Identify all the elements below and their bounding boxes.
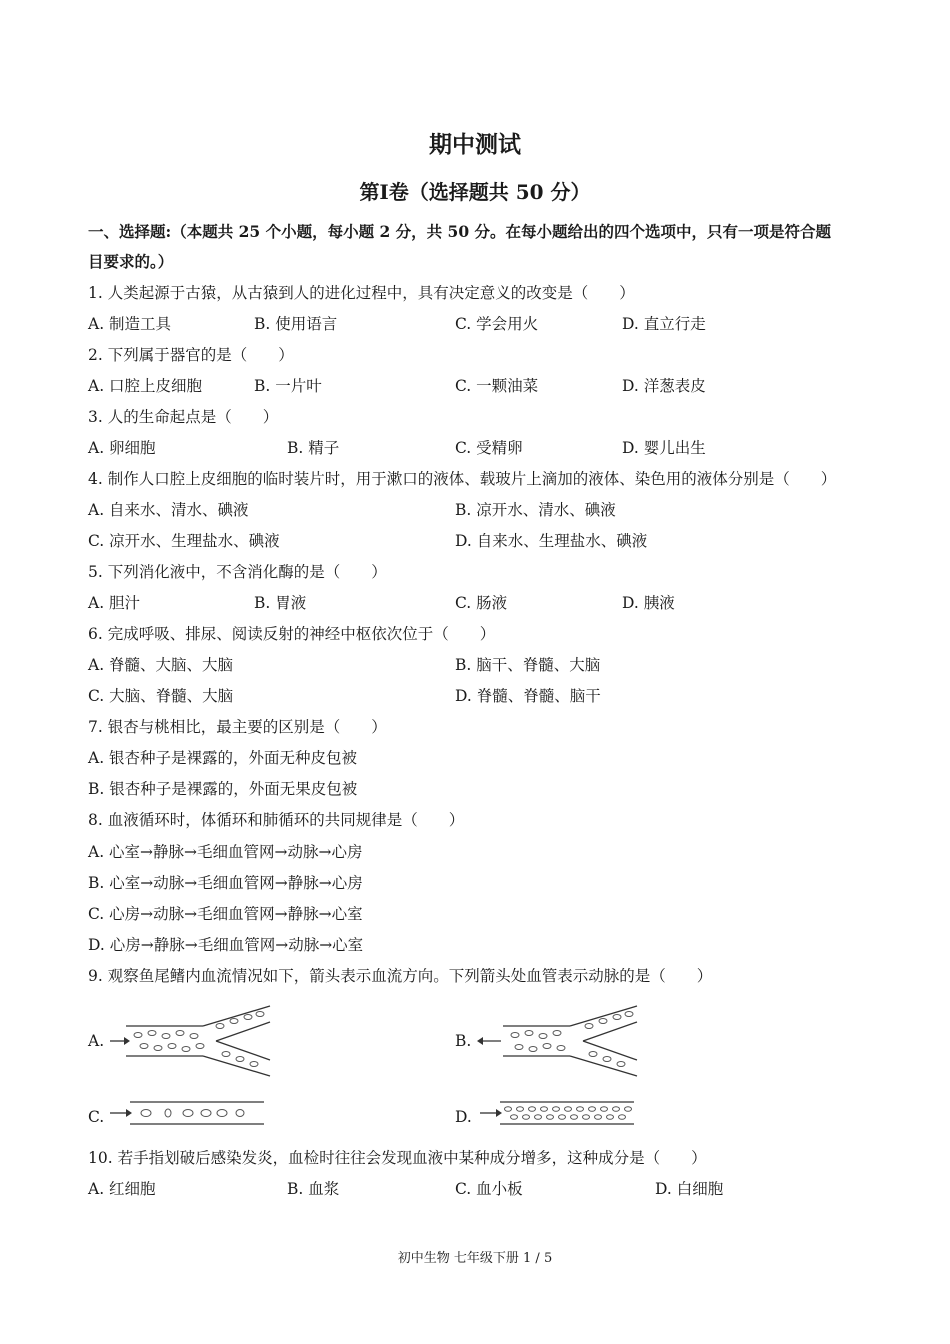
question-9-option-d-label: D. xyxy=(455,1108,472,1126)
page-footer: 初中生物 七年级下册 1 / 5 xyxy=(397,1251,553,1266)
question-2-stem: 2. 下列属于器官的是（ ） xyxy=(88,346,294,364)
question-5-option-b: B. 胃液 xyxy=(254,594,307,612)
question-2-option-d: D. 洋葱表皮 xyxy=(622,377,706,395)
question-6-stem: 6. 完成呼吸、排尿、阅读反射的神经中枢依次位于（ ） xyxy=(88,625,496,643)
question-5-option-d: D. 胰液 xyxy=(622,594,675,612)
question-8-stem: 8. 血液循环时，体循环和肺循环的共同规律是（ ） xyxy=(88,811,465,829)
question-1-option-c: C. 学会用火 xyxy=(455,315,539,333)
question-8-option-d: D. 心房→静脉→毛细血管网→动脉→心室 xyxy=(88,936,364,954)
question-3-option-c: C. 受精卵 xyxy=(455,439,523,457)
page-title: 期中测试 xyxy=(429,131,521,158)
question-4-option-c: C. 凉开水、生理盐水、碘液 xyxy=(88,532,280,550)
question-10-option-d: D. 白细胞 xyxy=(655,1180,724,1198)
question-4-option-a: A. 自来水、清水、碘液 xyxy=(88,501,249,519)
question-2-option-b: B. 一片叶 xyxy=(254,377,322,395)
question-2-option-a: A. 口腔上皮细胞 xyxy=(88,377,203,395)
question-9-stem: 9. 观察鱼尾鳍内血流情况如下，箭头表示血流方向。下列箭头处血管表示动脉的是（ ） xyxy=(88,967,713,985)
question-8-option-b: B. 心室→动脉→毛细血管网→静脉→心房 xyxy=(88,874,363,892)
vessel-diagram-d xyxy=(478,1098,638,1130)
question-4-option-b: B. 凉开水、清水、碘液 xyxy=(455,501,616,519)
question-9-option-a-label: A. xyxy=(88,1032,105,1050)
vessel-diagram-b xyxy=(475,1004,645,1080)
question-1-option-b: B. 使用语言 xyxy=(254,315,338,333)
question-3-stem: 3. 人的生命起点是（ ） xyxy=(88,408,279,426)
question-7-option-b: B. 银杏种子是裸露的，外面无果皮包被 xyxy=(88,780,358,798)
question-5-option-c: C. 肠液 xyxy=(455,594,508,612)
question-9-option-c-label: C. xyxy=(88,1108,105,1126)
question-8-option-a: A. 心室→静脉→毛细血管网→动脉→心房 xyxy=(88,843,363,861)
vessel-diagram-c xyxy=(108,1098,268,1130)
question-9-option-b-label: B. xyxy=(455,1032,472,1050)
question-10-option-a: A. 红细胞 xyxy=(88,1180,156,1198)
question-1-stem: 1. 人类起源于古猿，从古猿到人的进化过程中，具有决定意义的改变是（ ） xyxy=(88,284,635,302)
question-4-stem: 4. 制作人口腔上皮细胞的临时装片时，用于漱口的液体、载玻片上滴加的液体、染色用的液体分别是（ ） xyxy=(88,470,837,488)
question-5-option-a: A. 胆汁 xyxy=(88,594,141,612)
question-7-option-a: A. 银杏种子是裸露的，外面无种皮包被 xyxy=(88,749,358,767)
question-5-stem: 5. 下列消化液中，不含消化酶的是（ ） xyxy=(88,563,387,581)
question-3-option-b: B. 精子 xyxy=(287,439,340,457)
question-6-option-b: B. 脑干、脊髓、大脑 xyxy=(455,656,601,674)
question-1-option-d: D. 直立行走 xyxy=(622,315,706,333)
question-4-option-d: D. 自来水、生理盐水、碘液 xyxy=(455,532,648,550)
question-6-option-c: C. 大脑、脊髓、大脑 xyxy=(88,687,234,705)
section-instructions-line1: 一、选择题:（本题共 25 个小题，每小题 2 分，共 50 分。在每小题给出的四个选项中，只有一项是符合题 xyxy=(88,222,832,241)
question-3-option-a: A. 卵细胞 xyxy=(88,439,156,457)
question-10-option-c: C. 血小板 xyxy=(455,1180,523,1198)
question-8-option-c: C. 心房→动脉→毛细血管网→静脉→心室 xyxy=(88,905,363,923)
question-6-option-d: D. 脊髓、脊髓、脑干 xyxy=(455,687,601,705)
question-10-option-b: B. 血浆 xyxy=(287,1180,340,1198)
section-instructions-line2: 目要求的。） xyxy=(88,252,174,271)
question-2-option-c: C. 一颗油菜 xyxy=(455,377,539,395)
question-6-option-a: A. 脊髓、大脑、大脑 xyxy=(88,656,234,674)
question-7-stem: 7. 银杏与桃相比，最主要的区别是（ ） xyxy=(88,718,387,736)
vessel-diagram-a xyxy=(108,1004,278,1080)
question-10-stem: 10. 若手指划破后感染发炎，血检时往往会发现血液中某种成分增多，这种成分是（ ） xyxy=(88,1149,707,1167)
section-subtitle: 第Ⅰ卷（选择题共 50 分） xyxy=(359,180,591,204)
question-3-option-d: D. 婴儿出生 xyxy=(622,439,706,457)
question-1-option-a: A. 制造工具 xyxy=(88,315,172,333)
